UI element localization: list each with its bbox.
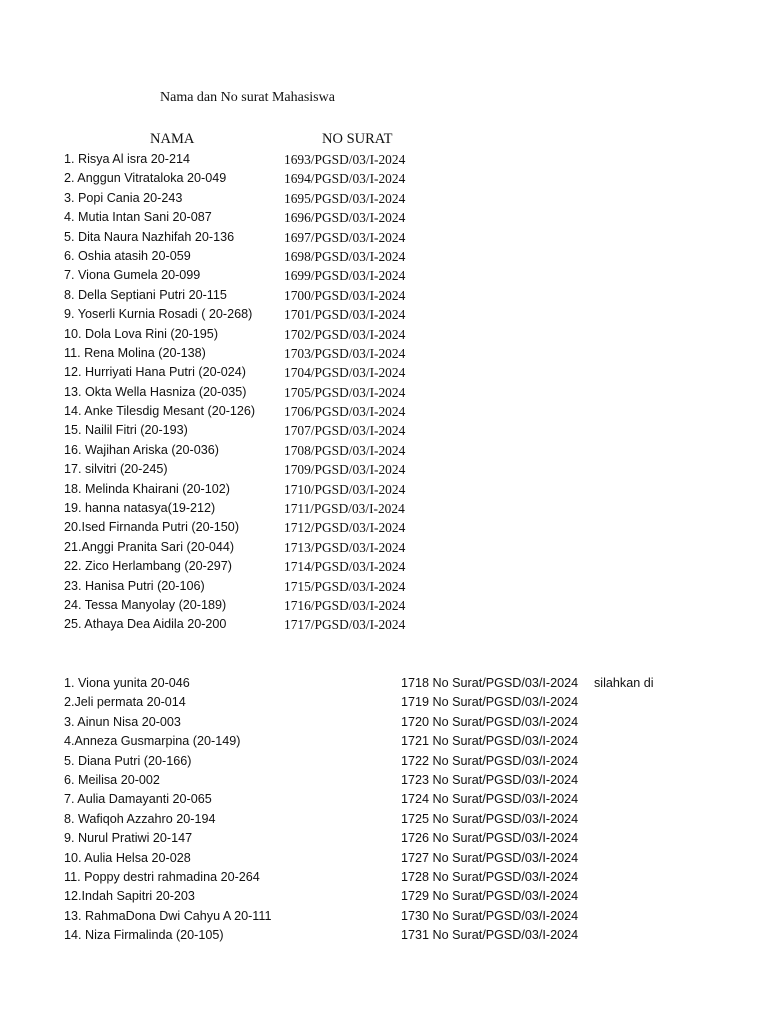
list-item	[0, 577, 768, 596]
student-name: 16. Wajihan Ariska (20-036)	[64, 442, 219, 457]
student-name: 7. Viona Gumela 20-099	[64, 268, 201, 283]
list-item	[0, 907, 768, 926]
letter-number: 1726 No Surat/PGSD/03/I-2024	[401, 831, 579, 846]
list-item	[0, 460, 768, 479]
letter-number: 1694/PGSD/03/I-2024	[284, 171, 406, 187]
student-name: 9. Yoserli Kurnia Rosadi ( 20-268)	[64, 307, 253, 322]
list-item	[0, 732, 768, 751]
letter-number: 1718 No Surat/PGSD/03/I-2024	[401, 676, 579, 690]
letter-number: 1729 No Surat/PGSD/03/I-2024	[401, 889, 579, 904]
student-name: 17. silvitri (20-245)	[64, 462, 168, 477]
letter-number: 1712/PGSD/03/I-2024	[284, 520, 406, 536]
list-item	[0, 810, 768, 829]
student-name: 10. Dola Lova Rini (20-195)	[64, 326, 219, 341]
student-name: 20.Ised Firnanda Putri (20-150)	[64, 520, 240, 535]
list-item	[0, 189, 768, 208]
letter-number: 1720 No Surat/PGSD/03/I-2024	[401, 714, 579, 729]
list-item	[0, 325, 768, 344]
list-item	[0, 150, 768, 169]
list-item	[0, 208, 768, 227]
student-name: 18. Melinda Khairani (20-102)	[64, 481, 230, 496]
list-item	[0, 169, 768, 188]
student-name: 21.Anggi Pranita Sari (20-044)	[64, 539, 235, 554]
letter-number: 1714/PGSD/03/I-2024	[284, 559, 406, 575]
student-name: 4. Mutia Intan Sani 20-087	[64, 210, 212, 225]
letter-number: 1717/PGSD/03/I-2024	[284, 617, 406, 633]
list-item	[0, 286, 768, 305]
student-name: 2. Anggun Vitrataloka 20-049	[64, 171, 227, 186]
list-item	[0, 441, 768, 460]
letter-number: 1704/PGSD/03/I-2024	[284, 365, 406, 381]
student-name: 4.Anneza Gusmarpina (20-149)	[64, 734, 241, 749]
student-name: 13. Okta Wella Hasniza (20-035)	[64, 384, 247, 399]
letter-number: 1710/PGSD/03/I-2024	[284, 481, 406, 497]
student-name: 8. Della Septiani Putri 20-115	[64, 287, 227, 302]
student-name: 1. Risya Al isra 20-214	[64, 152, 190, 166]
letter-number: 1709/PGSD/03/I-2024	[284, 462, 406, 478]
list-item	[0, 596, 768, 615]
letter-number: 1731 No Surat/PGSD/03/I-2024	[401, 928, 579, 943]
letter-number: 1700/PGSD/03/I-2024	[284, 287, 406, 303]
letter-number: 1701/PGSD/03/I-2024	[284, 307, 406, 323]
list-item	[0, 266, 768, 285]
list-item	[0, 868, 768, 887]
student-name: 22. Zico Herlambang (20-297)	[64, 559, 232, 574]
list-item	[0, 829, 768, 848]
letter-number: 1708/PGSD/03/I-2024	[284, 442, 406, 458]
list-item	[0, 771, 768, 790]
student-name: 11. Poppy destri rahmadina 20-264	[64, 869, 260, 884]
letter-number: 1723 No Surat/PGSD/03/I-2024	[401, 772, 579, 787]
student-name: 6. Meilisa 20-002	[64, 772, 160, 787]
list-item	[0, 363, 768, 382]
letter-number: 1699/PGSD/03/I-2024	[284, 268, 406, 284]
list-item	[0, 538, 768, 557]
student-name: 9. Nurul Pratiwi 20-147	[64, 831, 193, 846]
letter-number: 1715/PGSD/03/I-2024	[284, 578, 406, 594]
header-nama: NAMA	[150, 131, 195, 147]
student-name: 8. Wafiqoh Azzahro 20-194	[64, 811, 216, 826]
letter-number: 1707/PGSD/03/I-2024	[284, 423, 406, 439]
list-item	[0, 499, 768, 518]
letter-number: 1721 No Surat/PGSD/03/I-2024	[401, 734, 579, 749]
letter-number: 1693/PGSD/03/I-2024	[284, 152, 406, 167]
student-name: 23. Hanisa Putri (20-106)	[64, 578, 205, 593]
student-name: 2.Jeli permata 20-014	[64, 695, 186, 710]
student-name: 5. Dita Naura Nazhifah 20-136	[64, 229, 235, 244]
list-item	[0, 480, 768, 499]
student-name: 15. Nailil Fitri (20-193)	[64, 423, 188, 438]
student-name: 14. Anke Tilesdig Mesant (20-126)	[64, 404, 256, 419]
letter-number: 1719 No Surat/PGSD/03/I-2024	[401, 695, 579, 710]
header-no-surat: NO SURAT	[322, 131, 393, 147]
letter-number: 1728 No Surat/PGSD/03/I-2024	[401, 869, 579, 884]
letter-number: 1727 No Surat/PGSD/03/I-2024	[401, 850, 579, 865]
student-name: 7. Aulia Damayanti 20-065	[64, 792, 212, 807]
list-item	[0, 615, 768, 634]
student-name: 5. Diana Putri (20-166)	[64, 753, 192, 768]
list-item	[0, 421, 768, 440]
student-name: 19. hanna natasya(19-212)	[64, 501, 216, 516]
student-name: 3. Ainun Nisa 20-003	[64, 714, 181, 729]
document-title: Nama dan No surat Mahasiswa	[160, 90, 335, 105]
letter-number: 1695/PGSD/03/I-2024	[284, 190, 406, 206]
student-name: 3. Popi Cania 20-243	[64, 190, 183, 205]
list-item	[0, 557, 768, 576]
letter-number: 1706/PGSD/03/I-2024	[284, 404, 406, 420]
list-item	[0, 713, 768, 732]
letter-number: 1724 No Surat/PGSD/03/I-2024	[401, 792, 579, 807]
student-name: 13. RahmaDona Dwi Cahyu A 20-111	[64, 908, 272, 923]
letter-number: 1730 No Surat/PGSD/03/I-2024	[401, 908, 579, 923]
letter-number: 1716/PGSD/03/I-2024	[284, 597, 406, 613]
student-name: 10. Aulia Helsa 20-028	[64, 850, 191, 865]
student-name: 12.Indah Sapitri 20-203	[64, 889, 195, 904]
list-item	[0, 926, 768, 945]
letter-number: 1705/PGSD/03/I-2024	[284, 384, 406, 400]
letter-number: 1703/PGSD/03/I-2024	[284, 345, 406, 361]
list-item	[0, 752, 768, 771]
list-item	[0, 790, 768, 809]
list-item	[0, 887, 768, 906]
letter-number: 1698/PGSD/03/I-2024	[284, 248, 406, 264]
list-item	[0, 305, 768, 324]
letter-number: 1696/PGSD/03/I-2024	[284, 210, 406, 226]
letter-number: 1702/PGSD/03/I-2024	[284, 326, 406, 342]
student-name: 6. Oshia atasih 20-059	[64, 248, 191, 263]
student-list-1	[0, 150, 768, 635]
list-item	[0, 402, 768, 421]
note-text: silahkan di	[594, 676, 654, 690]
letter-number: 1697/PGSD/03/I-2024	[284, 229, 406, 245]
list-item	[0, 228, 768, 247]
student-name: 25. Athaya Dea Aidila 20-200	[64, 617, 227, 632]
letter-number: 1725 No Surat/PGSD/03/I-2024	[401, 811, 579, 826]
student-name: 11. Rena Molina (20-138)	[64, 345, 206, 360]
letter-number: 1713/PGSD/03/I-2024	[284, 539, 406, 555]
list-item	[0, 344, 768, 363]
list-item	[0, 247, 768, 266]
student-list-2	[0, 674, 768, 945]
student-name: 24. Tessa Manyolay (20-189)	[64, 597, 227, 612]
student-name: 1. Viona yunita 20-046	[64, 676, 190, 690]
list-item	[0, 518, 768, 537]
student-name: 14. Niza Firmalinda (20-105)	[64, 928, 224, 943]
list-item	[0, 849, 768, 868]
student-name: 12. Hurriyati Hana Putri (20-024)	[64, 365, 246, 380]
list-item	[0, 383, 768, 402]
letter-number: 1711/PGSD/03/I-2024	[284, 501, 405, 517]
list-item	[0, 693, 768, 712]
letter-number: 1722 No Surat/PGSD/03/I-2024	[401, 753, 579, 768]
